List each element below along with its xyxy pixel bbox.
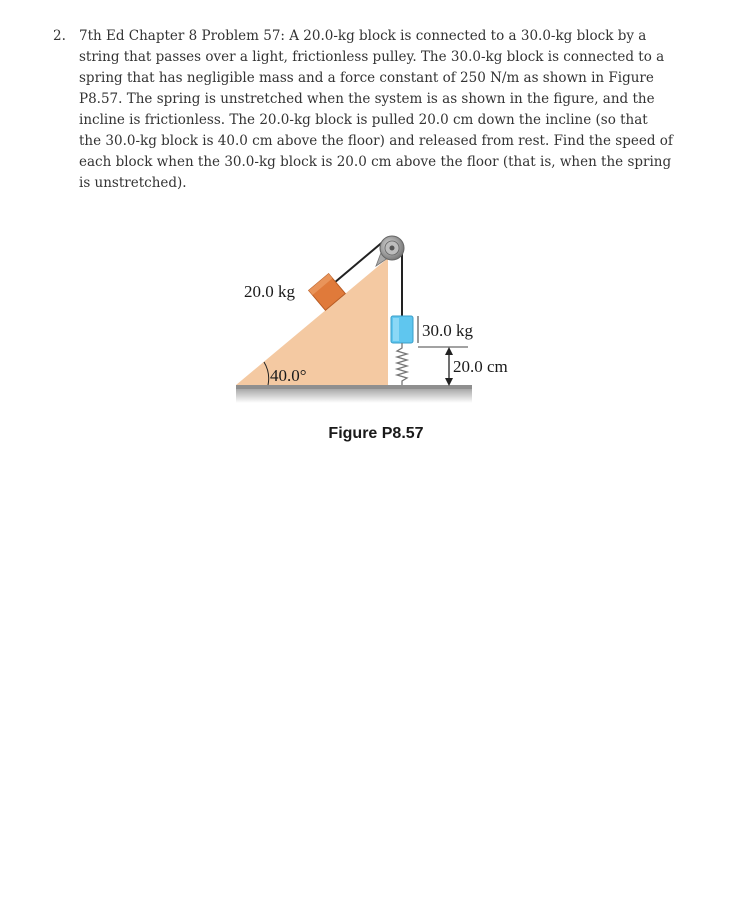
label-30kg: 30.0 kg: [422, 321, 473, 340]
label-20kg: 20.0 kg: [244, 282, 295, 301]
label-height: 20.0 cm: [453, 357, 508, 376]
floor-shadow: [236, 389, 472, 403]
pulley-icon: [380, 236, 404, 260]
spring: [397, 343, 407, 385]
figure-p8-57: [0, 0, 735, 460]
label-angle: 40.0°: [270, 366, 307, 385]
problem-text: 7th Ed Chapter 8 Problem 57: A 20.0-kg block is connected to a 30.0-kg block by a string that passes over a light, frictionless pulley. The 30.0-kg block is connected to a spring that has negligible mass and a force constant of 250 N/m as shown in Figure P8.57. The spring is unstretched when the system is as shown in the figure, and the incline is frictionless. The 20.0-kg block is pulled 20.0 cm down the incline (so that the 30.0-kg block is 40.0 cm above the floor) and released from rest. Find the speed of each block when the 30.0-kg block is 20.0 cm above the floor (that is, when the spring is unstretched).: [79, 28, 673, 191]
incline: [236, 258, 388, 385]
figure-caption: Figure P8.57: [328, 425, 424, 442]
floor: [236, 385, 472, 389]
problem-number: 2.: [53, 28, 66, 44]
block-30kg: [391, 316, 413, 343]
